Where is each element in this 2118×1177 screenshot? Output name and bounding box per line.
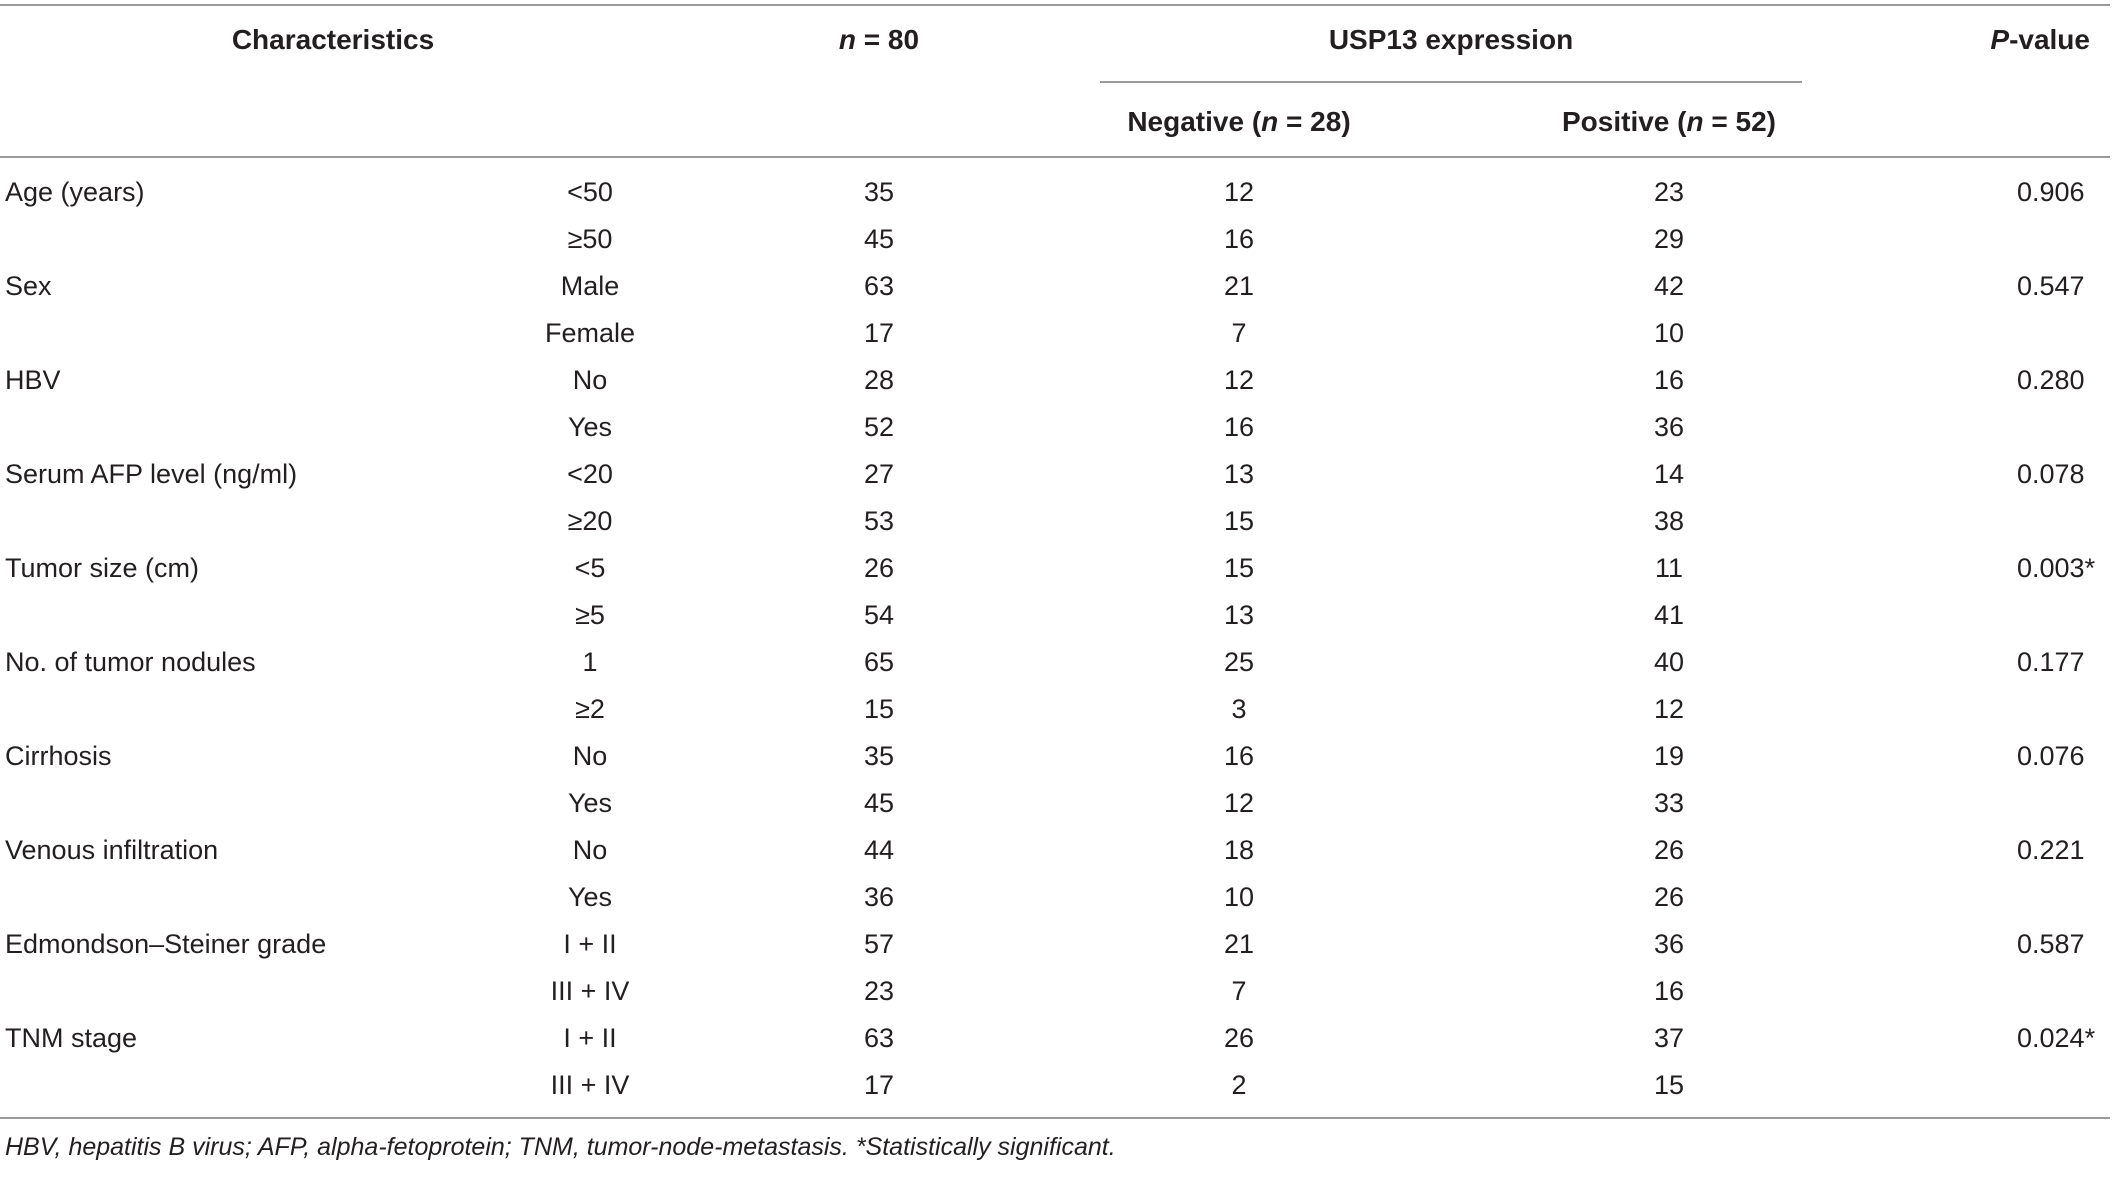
positive-count-cell: 29 [1653, 224, 1685, 254]
table-row [0, 827, 2118, 874]
p-value-cell: 0.587 [2017, 929, 2085, 959]
subgroup-label: Yes [567, 882, 613, 912]
subgroup-label: III + IV [550, 1070, 630, 1100]
subgroup-label: Yes [567, 788, 613, 818]
total-count-cell: 35 [863, 177, 895, 207]
negative-count-cell: 15 [1223, 506, 1255, 536]
table-row [0, 780, 2118, 827]
positive-count-cell: 16 [1653, 976, 1685, 1006]
subgroup-label: 1 [582, 647, 598, 677]
characteristic-label: Tumor size (cm) [5, 553, 199, 583]
header-negative-n-symbol: n [1261, 106, 1279, 137]
p-value-cell: 0.076 [2017, 741, 2085, 771]
characteristic-label: Edmondson–Steiner grade [5, 929, 327, 959]
top-rule [0, 4, 2110, 6]
header-negative [1039, 100, 1439, 144]
table-row [0, 545, 2118, 592]
table-row [0, 592, 2118, 639]
table-row [0, 874, 2118, 921]
total-count-cell: 17 [863, 318, 895, 348]
total-count-cell: 35 [863, 741, 895, 771]
total-count-cell: 53 [863, 506, 895, 536]
negative-count-cell: 21 [1223, 929, 1255, 959]
negative-count-cell: 12 [1223, 365, 1255, 395]
table-row [0, 169, 2118, 216]
positive-count-cell: 36 [1653, 929, 1685, 959]
positive-count-cell: 36 [1653, 412, 1685, 442]
header-p-rest: -value [2009, 24, 2090, 55]
table-row [0, 639, 2118, 686]
positive-count-cell: 12 [1653, 694, 1685, 724]
subgroup-label: III + IV [550, 976, 630, 1006]
table-row [0, 263, 2118, 310]
total-count-cell: 45 [863, 788, 895, 818]
positive-count-cell: 19 [1653, 741, 1685, 771]
total-count-cell: 27 [863, 459, 895, 489]
positive-count-cell: 10 [1653, 318, 1685, 348]
table-row [0, 451, 2118, 498]
table-body [0, 169, 2118, 1109]
p-value-cell: 0.547 [2017, 271, 2085, 301]
positive-count-cell: 15 [1653, 1070, 1685, 1100]
subgroup-label: <20 [567, 459, 613, 489]
characteristic-label: Venous infiltration [5, 835, 219, 865]
negative-count-cell: 16 [1223, 741, 1255, 771]
negative-count-cell: 7 [1231, 318, 1247, 348]
total-count-cell: 57 [863, 929, 895, 959]
subgroup-label: I + II [563, 929, 617, 959]
table-bottom-rule [0, 1117, 2110, 1119]
header-negative-pre: Negative ( [1127, 106, 1262, 137]
header-positive [1469, 100, 1869, 144]
subgroup-label: <5 [574, 553, 606, 583]
table-row [0, 686, 2118, 733]
table-row [0, 357, 2118, 404]
characteristic-label: No. of tumor nodules [5, 647, 256, 677]
negative-count-cell: 15 [1223, 553, 1255, 583]
negative-count-cell: 12 [1223, 788, 1255, 818]
table-row [0, 968, 2118, 1015]
header-bottom-rule [0, 156, 2110, 158]
table-row [0, 498, 2118, 545]
total-count-cell: 23 [863, 976, 895, 1006]
subgroup-label: <50 [567, 177, 613, 207]
subgroup-label: Yes [567, 412, 613, 442]
positive-count-cell: 42 [1653, 271, 1685, 301]
header-positive-n-symbol: n [1686, 106, 1704, 137]
positive-count-cell: 41 [1653, 600, 1685, 630]
negative-count-cell: 10 [1223, 882, 1255, 912]
subgroup-label: No [572, 741, 608, 771]
characteristic-label: Serum AFP level (ng/ml) [5, 459, 298, 489]
header-p-value [1940, 18, 2090, 62]
total-count-cell: 52 [863, 412, 895, 442]
header-p-symbol: P [1990, 24, 2010, 55]
positive-count-cell: 14 [1653, 459, 1685, 489]
p-value-cell: 0.221 [2017, 835, 2085, 865]
negative-count-cell: 26 [1223, 1023, 1255, 1053]
header-positive-post: = 52) [1703, 106, 1776, 137]
positive-count-cell: 33 [1653, 788, 1685, 818]
negative-count-cell: 7 [1231, 976, 1247, 1006]
total-count-cell: 54 [863, 600, 895, 630]
p-value-cell: 0.280 [2017, 365, 2085, 395]
p-value-cell: 0.078 [2017, 459, 2085, 489]
table-row [0, 404, 2118, 451]
positive-count-cell: 23 [1653, 177, 1685, 207]
negative-count-cell: 12 [1223, 177, 1255, 207]
p-value-cell: 0.024* [2017, 1023, 2096, 1053]
positive-count-cell: 38 [1653, 506, 1685, 536]
positive-count-cell: 26 [1653, 882, 1685, 912]
negative-count-cell: 21 [1223, 271, 1255, 301]
subgroup-label: ≥2 [575, 694, 605, 724]
header-expression-group: USP13 expression [1328, 24, 1574, 55]
total-count-cell: 15 [863, 694, 895, 724]
table-row [0, 216, 2118, 263]
table-footnote: HBV, hepatitis B virus; AFP, alpha-fetoprotein; TNM, tumor-node-metastasis. *Statistically significant. [5, 1133, 1116, 1161]
total-count-cell: 63 [863, 271, 895, 301]
total-count-cell: 44 [863, 835, 895, 865]
subgroup-label: Female [544, 318, 636, 348]
positive-count-cell: 40 [1653, 647, 1685, 677]
header-negative-post: = 28) [1278, 106, 1351, 137]
characteristic-label: Sex [5, 271, 52, 301]
characteristic-label: HBV [5, 365, 61, 395]
negative-count-cell: 2 [1231, 1070, 1247, 1100]
negative-count-cell: 13 [1223, 600, 1255, 630]
subgroup-label: ≥50 [567, 224, 613, 254]
total-count-cell: 65 [863, 647, 895, 677]
total-count-cell: 45 [863, 224, 895, 254]
header-total-n [779, 18, 979, 62]
header-total-n-symbol: n [838, 24, 857, 55]
table-row [0, 1062, 2118, 1109]
header-total-n-value: = 80 [856, 24, 920, 55]
header-characteristics: Characteristics [231, 24, 435, 55]
total-count-cell: 26 [863, 553, 895, 583]
positive-count-cell: 16 [1653, 365, 1685, 395]
header-positive-pre: Positive ( [1562, 106, 1687, 137]
p-value-cell: 0.906 [2017, 177, 2085, 207]
subgroup-label: I + II [563, 1023, 617, 1053]
positive-count-cell: 11 [1654, 553, 1684, 583]
p-value-cell: 0.003* [2017, 553, 2096, 583]
expression-group-rule [1100, 81, 1802, 83]
characteristic-label: Age (years) [5, 177, 145, 207]
negative-count-cell: 3 [1231, 694, 1247, 724]
negative-count-cell: 25 [1223, 647, 1255, 677]
subgroup-label: No [572, 835, 608, 865]
table-row [0, 733, 2118, 780]
table-row [0, 921, 2118, 968]
total-count-cell: 17 [863, 1070, 895, 1100]
negative-count-cell: 16 [1223, 224, 1255, 254]
table-row [0, 310, 2118, 357]
positive-count-cell: 26 [1653, 835, 1685, 865]
total-count-cell: 63 [863, 1023, 895, 1053]
table-row [0, 1015, 2118, 1062]
positive-count-cell: 37 [1653, 1023, 1685, 1053]
subgroup-label: ≥5 [575, 600, 605, 630]
negative-count-cell: 16 [1223, 412, 1255, 442]
characteristic-label: Cirrhosis [5, 741, 112, 771]
total-count-cell: 28 [863, 365, 895, 395]
characteristic-label: TNM stage [5, 1023, 138, 1053]
subgroup-label: Male [560, 271, 620, 301]
subgroup-label: No [572, 365, 608, 395]
negative-count-cell: 18 [1223, 835, 1255, 865]
negative-count-cell: 13 [1223, 459, 1255, 489]
subgroup-label: ≥20 [567, 506, 613, 536]
total-count-cell: 36 [863, 882, 895, 912]
p-value-cell: 0.177 [2017, 647, 2085, 677]
